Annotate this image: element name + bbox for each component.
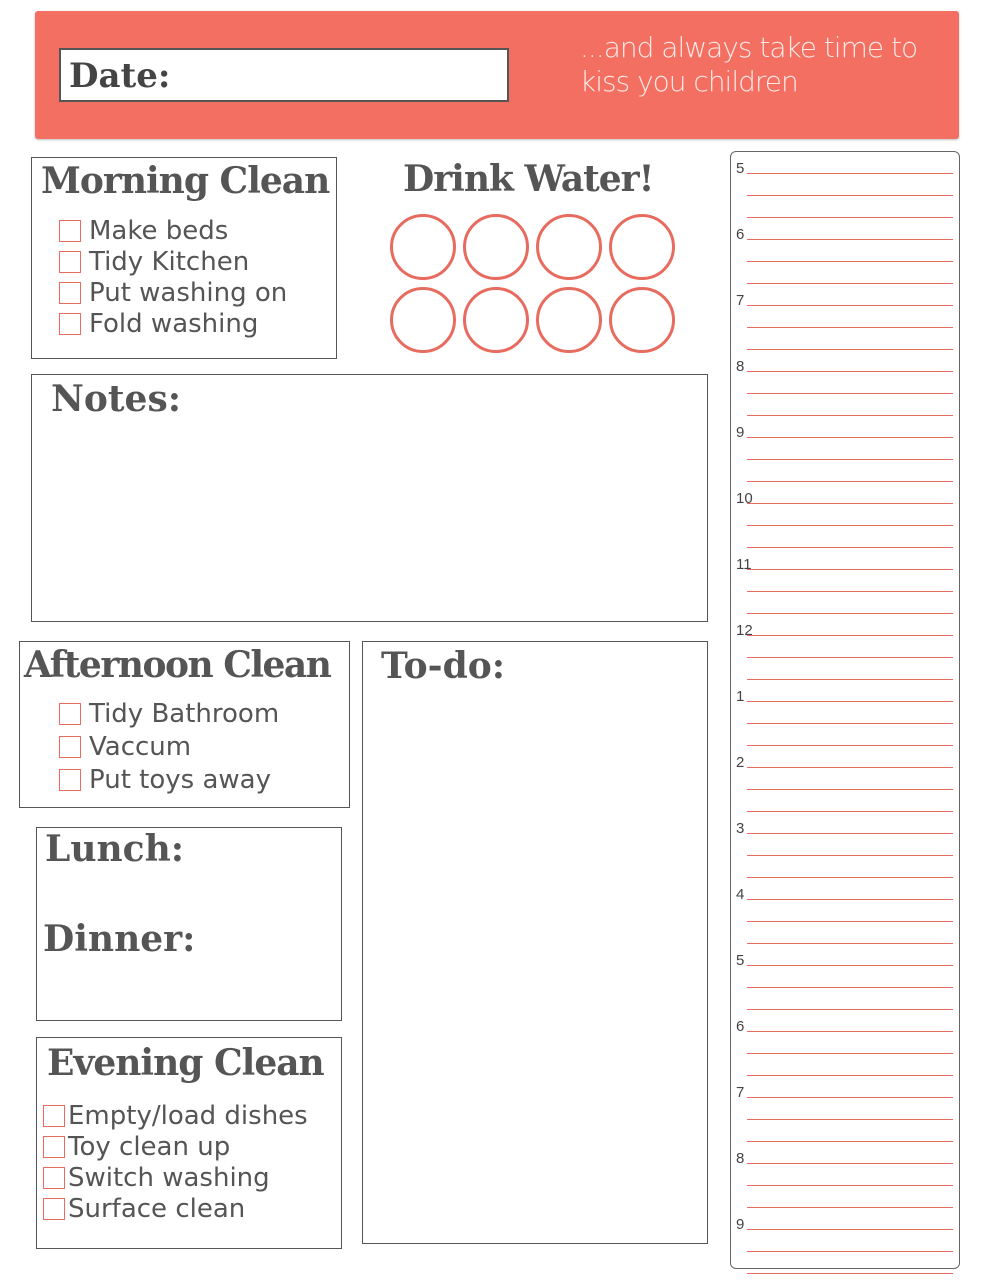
morning-checklist [59,215,287,339]
hourly-schedule [730,151,960,1269]
checkbox[interactable] [59,220,81,242]
evening-clean-section [36,1037,342,1249]
schedule-line[interactable] [747,437,953,438]
hour-label: 7 [736,292,745,309]
schedule-line[interactable] [747,195,953,196]
schedule-line[interactable] [747,547,953,548]
water-glass-circle[interactable] [609,287,675,353]
afternoon-clean-title: Afternoon Clean [24,644,331,686]
hour-label: 3 [736,820,745,837]
schedule-line[interactable] [747,1009,953,1010]
lunch-label: Lunch: [45,828,185,870]
schedule-line[interactable] [747,921,953,922]
schedule-line[interactable] [747,327,953,328]
drink-water-title: Drink Water! [403,158,654,200]
hour-label: 8 [736,1150,745,1167]
schedule-line[interactable] [747,657,953,658]
hour-label: 5 [736,160,745,177]
water-glass-circle[interactable] [609,214,675,280]
schedule-line[interactable] [747,613,953,614]
evening-clean-title: Evening Clean [47,1042,324,1084]
schedule-line[interactable] [747,877,953,878]
schedule-line[interactable] [747,1075,953,1076]
schedule-line[interactable] [747,1097,953,1098]
checklist-item[interactable]: Empty/load dishes [43,1100,308,1131]
schedule-line[interactable] [747,1273,953,1274]
schedule-line[interactable] [747,1251,953,1252]
hour-label: 9 [736,424,745,441]
schedule-line[interactable] [747,1119,953,1120]
schedule-line[interactable] [747,1207,953,1208]
checkbox[interactable] [59,251,81,273]
schedule-line[interactable] [747,569,953,570]
schedule-line[interactable] [747,1141,953,1142]
checkbox[interactable] [59,703,81,725]
hour-label: 7 [736,1084,745,1101]
schedule-line[interactable] [747,1053,953,1054]
checklist-item[interactable]: Tidy Bathroom [59,697,279,730]
schedule-line[interactable] [747,811,953,812]
schedule-line[interactable] [747,1163,953,1164]
hour-label: 5 [736,952,745,969]
checkbox[interactable] [59,736,81,758]
todo-section[interactable] [362,641,708,1244]
header-banner [35,11,959,139]
schedule-line[interactable] [747,217,953,218]
schedule-line[interactable] [747,723,953,724]
schedule-line[interactable] [747,899,953,900]
schedule-line[interactable] [747,943,953,944]
schedule-line[interactable] [747,679,953,680]
checkbox[interactable] [43,1136,65,1158]
date-label: Date: [69,56,171,96]
checkbox[interactable] [43,1198,65,1220]
schedule-line[interactable] [747,789,953,790]
water-glass-circle[interactable] [536,214,602,280]
checklist-item[interactable]: Tidy Kitchen [59,246,287,277]
checklist-item[interactable]: Switch washing [43,1162,308,1193]
schedule-line[interactable] [747,261,953,262]
water-glass-circle[interactable] [536,287,602,353]
schedule-line[interactable] [747,349,953,350]
schedule-line[interactable] [747,635,953,636]
schedule-line[interactable] [747,701,953,702]
morning-clean-section [31,157,337,359]
schedule-line[interactable] [747,371,953,372]
hour-label: 6 [736,226,745,243]
checklist-item[interactable]: Fold washing [59,308,287,339]
hour-label: 12 [736,622,753,639]
hour-label: 2 [736,754,745,771]
hour-label: 11 [736,556,752,573]
water-glass-circle[interactable] [390,287,456,353]
quote-text: ...and always take time to kiss you children [580,31,918,98]
checklist-item[interactable]: Make beds [59,215,287,246]
hour-label: 9 [736,1216,745,1233]
dinner-label: Dinner: [43,918,196,960]
checklist-item[interactable]: Toy clean up [43,1131,308,1162]
hour-label: 4 [736,886,745,903]
checkbox[interactable] [43,1105,65,1127]
schedule-line[interactable] [747,173,953,174]
checkbox[interactable] [59,769,81,791]
hour-label: 6 [736,1018,745,1035]
water-glass-circle[interactable] [390,214,456,280]
schedule-line[interactable] [747,1185,953,1186]
afternoon-clean-section [19,641,350,808]
schedule-line[interactable] [747,745,953,746]
schedule-line[interactable] [747,965,953,966]
checkbox[interactable] [59,313,81,335]
evening-checklist [43,1100,308,1224]
checklist-item[interactable]: Surface clean [43,1193,308,1224]
notes-section[interactable] [31,374,708,622]
checklist-item[interactable]: Vaccum [59,730,279,763]
notes-title: Notes: [51,378,182,420]
water-glass-circle[interactable] [463,214,529,280]
schedule-line[interactable] [747,987,953,988]
schedule-line[interactable] [747,459,953,460]
checkbox[interactable] [59,282,81,304]
schedule-line[interactable] [747,239,953,240]
schedule-line[interactable] [747,1031,953,1032]
schedule-line[interactable] [747,283,953,284]
schedule-line[interactable] [747,393,953,394]
schedule-line[interactable] [747,855,953,856]
todo-title: To-do: [381,645,506,687]
schedule-line[interactable] [747,481,953,482]
meals-section[interactable] [36,827,342,1021]
schedule-line[interactable] [747,415,953,416]
schedule-line[interactable] [747,833,953,834]
checkbox[interactable] [43,1167,65,1189]
water-tracker [390,214,690,359]
schedule-line[interactable] [747,525,953,526]
date-field[interactable] [59,48,509,102]
water-glass-circle[interactable] [463,287,529,353]
checklist-item[interactable]: Put washing on [59,277,287,308]
hour-label: 10 [736,490,753,507]
checklist-item[interactable]: Put toys away [59,763,279,796]
morning-clean-title: Morning Clean [41,160,330,202]
schedule-line[interactable] [747,767,953,768]
schedule-line[interactable] [747,1229,953,1230]
hour-label: 8 [736,358,745,375]
schedule-line[interactable] [747,305,953,306]
hour-label: 1 [736,688,745,705]
schedule-line[interactable] [747,591,953,592]
afternoon-checklist [59,697,279,796]
schedule-line[interactable] [747,503,953,504]
